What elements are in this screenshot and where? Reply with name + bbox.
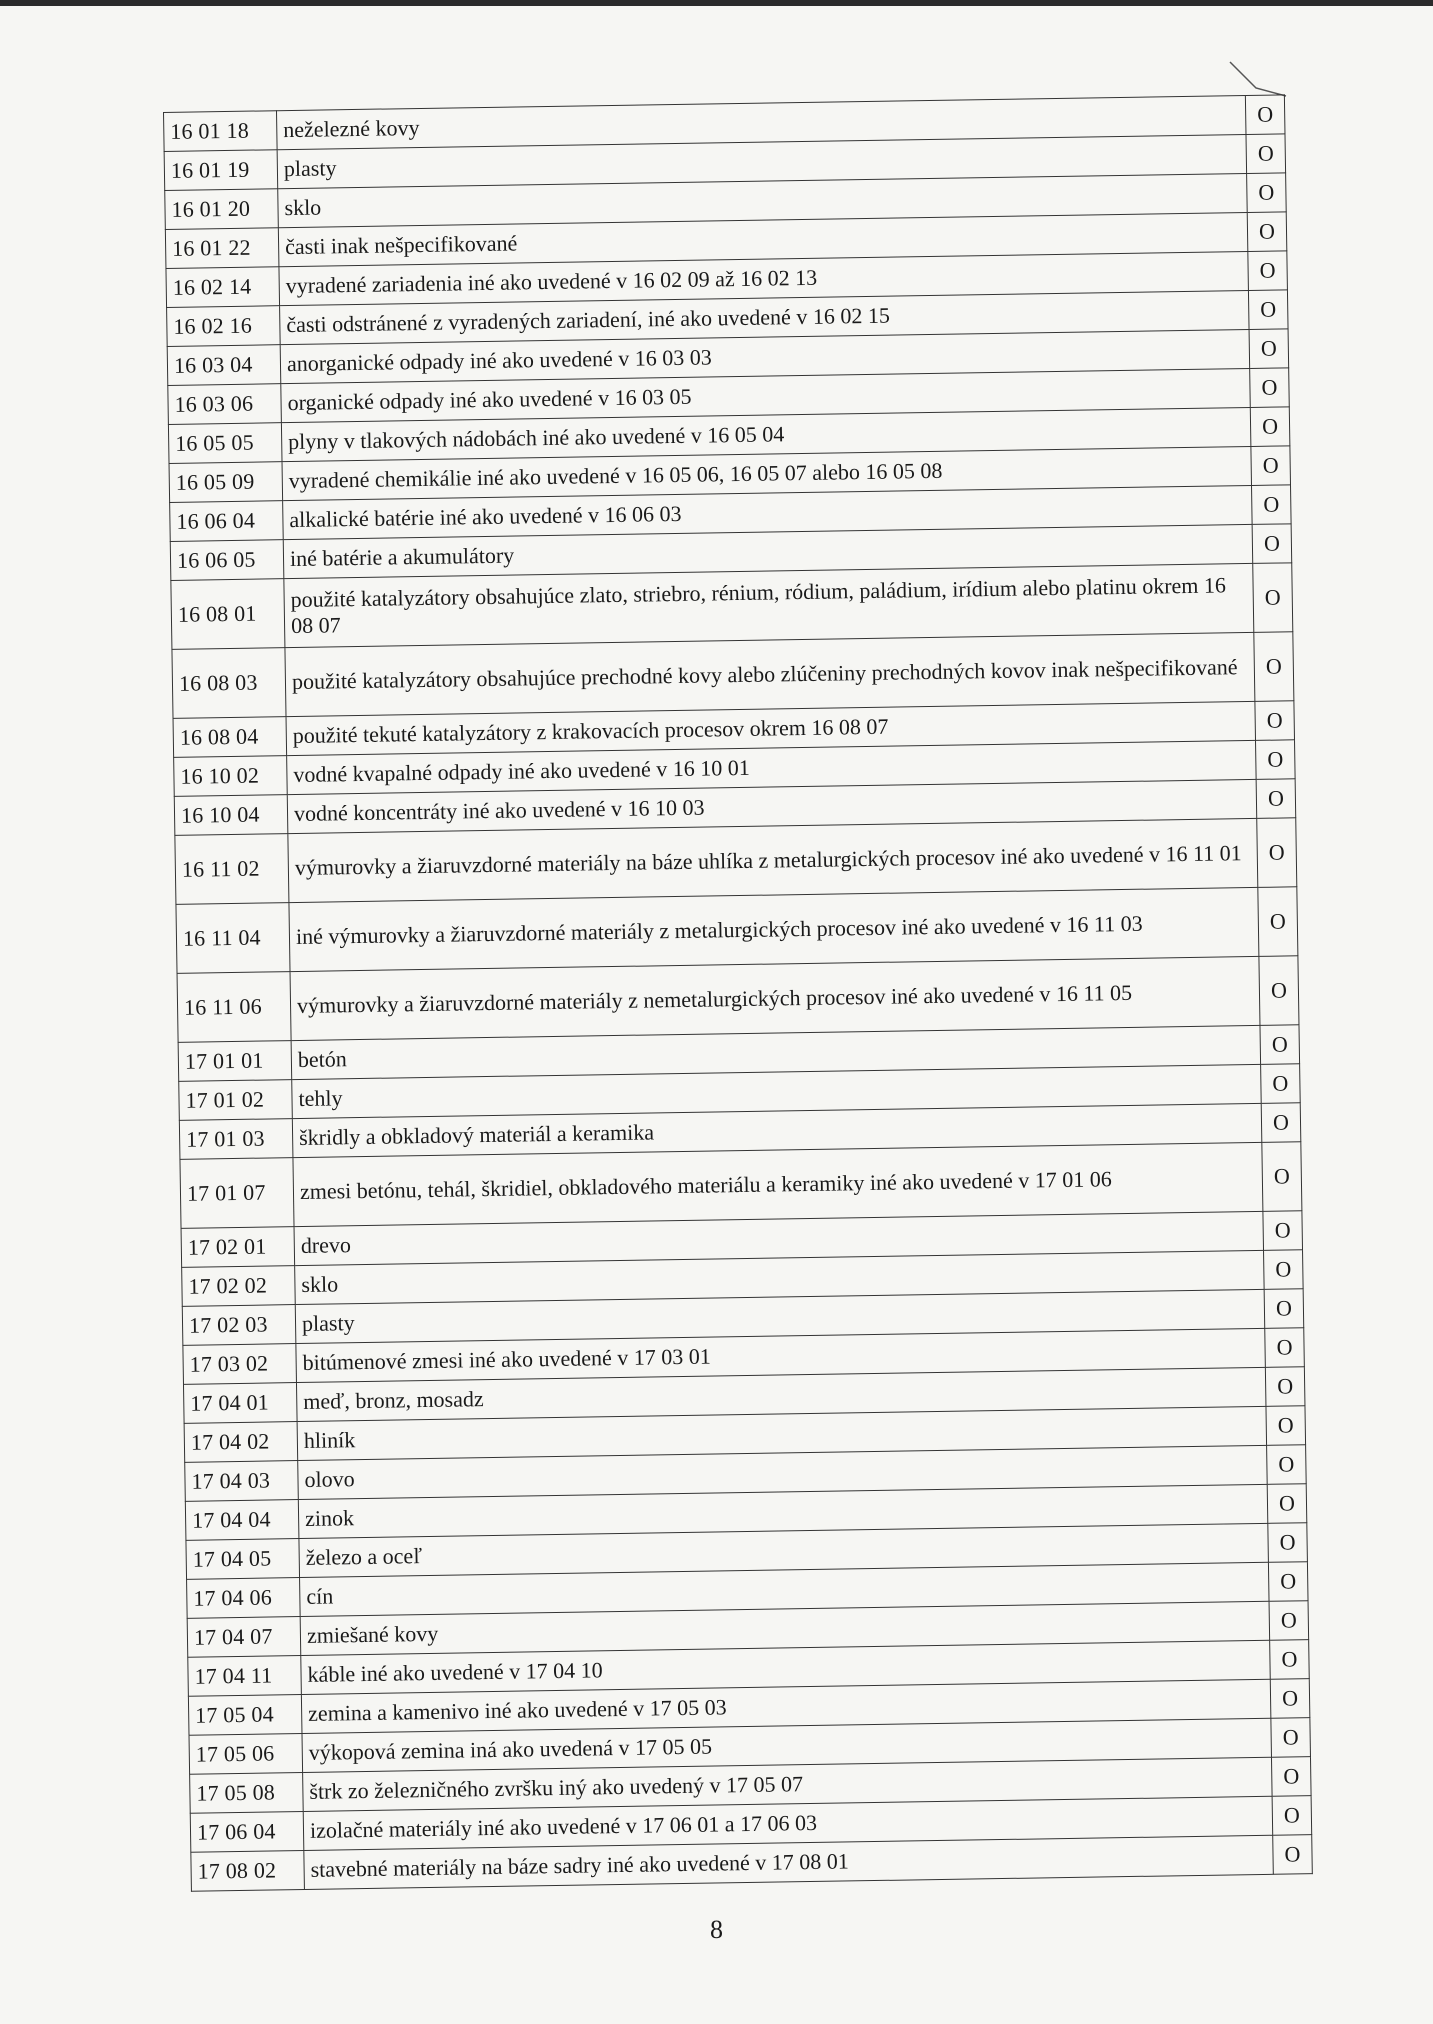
waste-category: O xyxy=(1250,368,1290,408)
waste-category: O xyxy=(1256,779,1296,819)
waste-category: O xyxy=(1259,956,1299,1026)
waste-catalog-table-wrap xyxy=(163,94,1313,1891)
waste-description: káble iné ako uvedené v 17 04 10 xyxy=(301,1640,1270,1694)
waste-code: 16 05 05 xyxy=(168,423,282,464)
waste-category: O xyxy=(1268,1523,1308,1563)
waste-category: O xyxy=(1245,95,1285,135)
waste-code: 16 01 20 xyxy=(165,189,279,230)
waste-category: O xyxy=(1248,290,1288,330)
waste-description: štrk zo železničného zvršku iný ako uvedený v 17 05 07 xyxy=(303,1757,1272,1811)
waste-code: 17 04 02 xyxy=(184,1422,298,1463)
waste-description: drevo xyxy=(294,1211,1263,1265)
waste-catalog-table xyxy=(163,94,1313,1891)
waste-description: cín xyxy=(300,1562,1269,1616)
waste-code: 17 05 06 xyxy=(189,1734,303,1775)
waste-description: organické odpady iné ako uvedené v 16 03 05 xyxy=(281,368,1250,422)
waste-category: O xyxy=(1252,485,1292,525)
waste-description: vyradené zariadenia iné ako uvedené v 16 02 09 až 16 02 13 xyxy=(279,251,1248,305)
waste-code: 17 06 04 xyxy=(190,1812,304,1853)
waste-description: plasty xyxy=(277,134,1246,188)
waste-code: 17 08 02 xyxy=(191,1851,305,1892)
waste-description: alkalické batérie iné ako uvedené v 16 06 03 xyxy=(283,485,1252,539)
waste-category: O xyxy=(1252,524,1292,564)
waste-code: 17 05 08 xyxy=(190,1773,304,1814)
waste-code: 16 02 16 xyxy=(167,306,281,347)
waste-description: železo a oceľ xyxy=(299,1523,1268,1577)
waste-category: O xyxy=(1247,173,1287,213)
waste-description: vodné kvapalné odpady iné ako uvedené v 16 10 01 xyxy=(287,740,1256,794)
waste-description: iné výmurovky a žiaruvzdorné materiály z metalurgických procesov iné ako uvedené v 16 11 03 xyxy=(289,887,1259,971)
waste-category: O xyxy=(1256,740,1296,780)
waste-description: výmurovky a žiaruvzdorné materiály z nemetalurgických procesov iné ako uvedené v 16 11 05 xyxy=(290,956,1260,1040)
waste-category: O xyxy=(1271,1718,1311,1758)
waste-category: O xyxy=(1250,407,1290,447)
waste-category: O xyxy=(1273,1835,1313,1875)
waste-category: O xyxy=(1253,563,1293,633)
waste-description: meď, bronz, mosadz xyxy=(296,1367,1265,1421)
waste-description: časti odstránené z vyradených zariadení, iné ako uvedené v 16 02 15 xyxy=(280,290,1249,344)
waste-description: sklo xyxy=(295,1250,1264,1304)
waste-description: výkopová zemina iná ako uvedená v 17 05 05 xyxy=(302,1718,1271,1772)
waste-code: 16 06 04 xyxy=(170,501,284,542)
waste-category: O xyxy=(1265,1328,1305,1368)
waste-code: 16 11 02 xyxy=(175,834,289,905)
waste-description: zemina a kamenivo iné ako uvedené v 17 05 03 xyxy=(301,1679,1270,1733)
waste-code: 16 10 04 xyxy=(174,795,288,836)
waste-code: 16 03 04 xyxy=(167,345,281,386)
waste-category: O xyxy=(1261,1064,1301,1104)
waste-description: zmiešané kovy xyxy=(300,1601,1269,1655)
waste-category: O xyxy=(1246,134,1286,174)
waste-code: 17 02 02 xyxy=(182,1266,296,1307)
waste-code: 17 05 04 xyxy=(188,1695,302,1736)
waste-code: 16 11 06 xyxy=(177,972,291,1043)
waste-code: 16 02 14 xyxy=(166,267,280,308)
waste-description: stavebné materiály na báze sadry iné ako uvedené v 17 08 01 xyxy=(304,1835,1273,1889)
waste-category: O xyxy=(1249,329,1289,369)
waste-code: 16 05 09 xyxy=(169,462,283,503)
waste-code: 17 01 03 xyxy=(179,1119,293,1160)
waste-category: O xyxy=(1271,1757,1311,1797)
waste-category: O xyxy=(1270,1640,1310,1680)
waste-code: 16 06 05 xyxy=(170,540,284,581)
waste-description: škridly a obkladový materiál a keramika xyxy=(292,1103,1261,1157)
waste-code: 17 02 01 xyxy=(181,1227,295,1268)
waste-description: sklo xyxy=(278,173,1247,227)
waste-category: O xyxy=(1269,1601,1309,1641)
waste-code: 16 03 06 xyxy=(168,384,282,425)
waste-description: tehly xyxy=(292,1064,1261,1118)
waste-code: 16 01 22 xyxy=(165,228,279,269)
waste-code: 16 08 01 xyxy=(171,579,285,650)
waste-category: O xyxy=(1258,887,1298,957)
waste-category: O xyxy=(1264,1250,1304,1290)
waste-category: O xyxy=(1264,1289,1304,1329)
waste-code: 17 02 03 xyxy=(182,1305,296,1346)
waste-description: vodné koncentráty iné ako uvedené v 16 10 03 xyxy=(287,779,1256,833)
waste-catalog-body xyxy=(164,95,1313,1891)
waste-description: anorganické odpady iné ako uvedené v 16 03 03 xyxy=(280,329,1249,383)
waste-description: vyradené chemikálie iné ako uvedené v 16 05 06, 16 05 07 alebo 16 05 08 xyxy=(282,446,1251,500)
waste-category: O xyxy=(1257,818,1297,888)
waste-description: izolačné materiály iné ako uvedené v 17 06 01 a 17 06 03 xyxy=(303,1796,1272,1850)
waste-description: betón xyxy=(291,1025,1260,1079)
waste-code: 17 04 11 xyxy=(188,1656,302,1697)
waste-category: O xyxy=(1265,1367,1305,1407)
waste-category: O xyxy=(1261,1103,1301,1143)
waste-description: použité katalyzátory obsahujúce zlato, striebro, rénium, ródium, paládium, irídium alebo platinu okrem 16 08 07 xyxy=(284,563,1254,647)
waste-code: 16 08 03 xyxy=(172,648,286,719)
waste-code: 17 04 07 xyxy=(187,1617,301,1658)
waste-category: O xyxy=(1260,1025,1300,1065)
waste-category: O xyxy=(1247,212,1287,252)
waste-code: 17 01 07 xyxy=(180,1158,294,1229)
waste-code: 16 10 02 xyxy=(174,756,288,797)
waste-category: O xyxy=(1272,1796,1312,1836)
waste-code: 17 01 02 xyxy=(179,1080,293,1121)
waste-description: použité katalyzátory obsahujúce prechodné kovy alebo zlúčeniny prechodných kovov inak nešpecifikované xyxy=(285,632,1255,716)
waste-category: O xyxy=(1266,1406,1306,1446)
page-number: 8 xyxy=(710,1915,723,1944)
waste-category: O xyxy=(1251,446,1291,486)
waste-description: bitúmenové zmesi iné ako uvedené v 17 03 01 xyxy=(296,1328,1265,1382)
waste-description: časti inak nešpecifikované xyxy=(278,212,1247,266)
waste-category: O xyxy=(1262,1142,1302,1212)
waste-description: hliník xyxy=(297,1406,1266,1460)
waste-category: O xyxy=(1254,632,1294,702)
waste-description: výmurovky a žiaruvzdorné materiály na báze uhlíka z metalurgických procesov iné ako uvedené v 16 11 01 xyxy=(288,818,1258,902)
waste-code: 16 01 18 xyxy=(164,111,278,152)
waste-category: O xyxy=(1263,1211,1303,1251)
waste-description: plasty xyxy=(295,1289,1264,1343)
waste-description: použité tekuté katalyzátory z krakovacích procesov okrem 16 08 07 xyxy=(286,701,1255,755)
waste-description: neželezné kovy xyxy=(276,95,1245,149)
waste-category: O xyxy=(1270,1679,1310,1719)
waste-category: O xyxy=(1248,251,1288,291)
waste-code: 16 01 19 xyxy=(164,150,278,191)
waste-code: 17 04 05 xyxy=(186,1539,300,1580)
waste-category: O xyxy=(1255,701,1295,741)
waste-category: O xyxy=(1267,1445,1307,1485)
waste-code: 16 11 04 xyxy=(176,903,290,974)
waste-description: zinok xyxy=(298,1484,1267,1538)
waste-description: olovo xyxy=(298,1445,1267,1499)
waste-category: O xyxy=(1268,1562,1308,1602)
waste-category: O xyxy=(1267,1484,1307,1524)
waste-code: 17 04 06 xyxy=(187,1578,301,1619)
waste-code: 17 04 01 xyxy=(183,1383,297,1424)
waste-description: plyny v tlakových nádobách iné ako uvedené v 16 05 04 xyxy=(281,407,1250,461)
waste-code: 17 04 03 xyxy=(185,1461,299,1502)
waste-code: 17 03 02 xyxy=(183,1344,297,1385)
waste-code: 16 08 04 xyxy=(173,717,287,758)
waste-code: 17 04 04 xyxy=(185,1500,299,1541)
waste-description: iné batérie a akumulátory xyxy=(283,524,1252,578)
waste-description: zmesi betónu, tehál, škridiel, obkladového materiálu a keramiky iné ako uvedené v 17 01 06 xyxy=(293,1142,1263,1226)
waste-code: 17 01 01 xyxy=(178,1041,292,1082)
